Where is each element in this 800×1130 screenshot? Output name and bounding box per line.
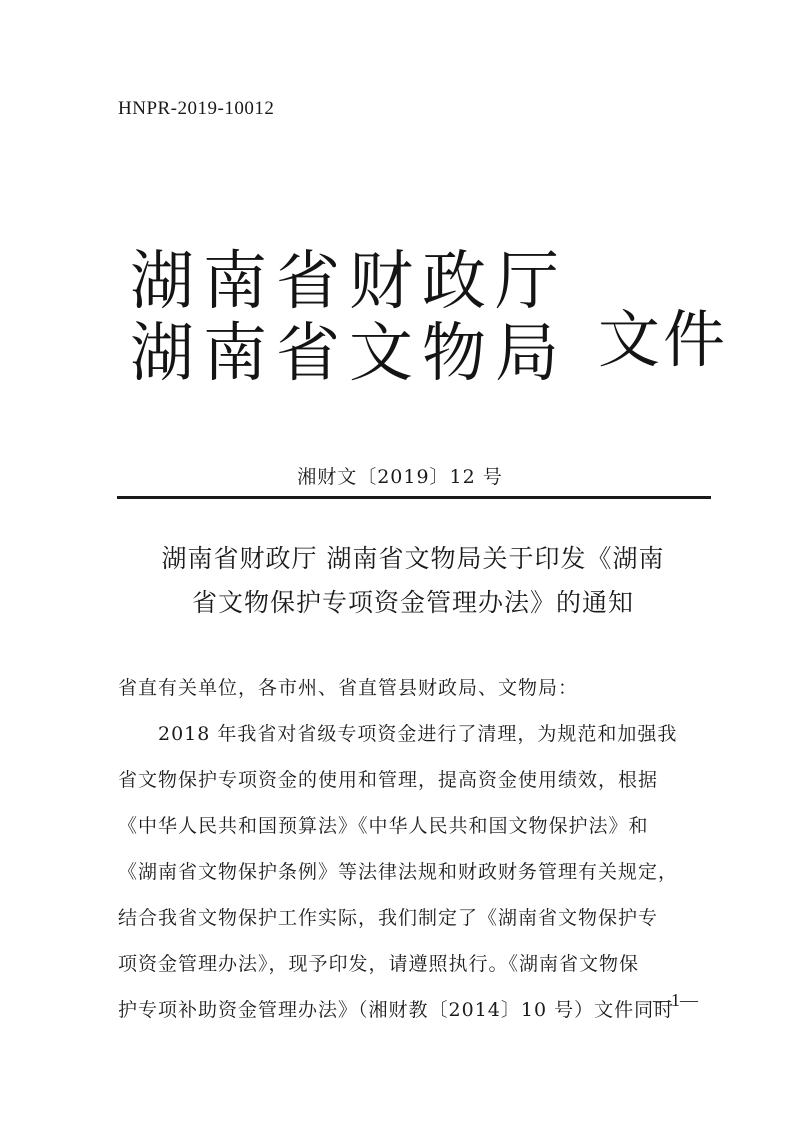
page-number: —1— [653, 990, 698, 1010]
paragraph-line: 结合我省文物保护工作实际，我们制定了《湖南省文物保护专 [118, 907, 659, 929]
issuer-finance-department: 湖南省财政厅 [130, 245, 568, 319]
document-word: 文件 [598, 303, 729, 376]
paragraph-line: 护专项补助资金管理办法》（湘财教〔2014〕10 号）文件同时 [118, 999, 675, 1021]
addressee: 省直有关单位，各市州、省直管县财政局、文物局： [118, 677, 579, 699]
header-divider [117, 496, 711, 499]
issuer-cultural-relics-bureau: 湖南省文物局 [130, 317, 568, 391]
document-header [130, 246, 730, 406]
paragraph-line: 省文物保护专项资金的使用和管理，提高资金使用绩效，根据 [118, 769, 659, 791]
notice-title [118, 537, 708, 625]
paragraph-line: 《湖南省文物保护条例》等法律法规和财政财务管理有关规定， [118, 861, 679, 883]
notice-body [118, 665, 704, 1033]
body-paragraph [118, 711, 704, 1033]
paragraph-line: 2018 年我省对省级专项资金进行了清理，为规范和加强我 [118, 723, 678, 745]
document-number: 湘财文〔2019〕12 号 [297, 466, 503, 488]
title-line: 湖南省财政厅 湖南省文物局关于印发《湖南 [161, 544, 665, 573]
document-id: HNPR-2019-10012 [118, 98, 275, 119]
paragraph-line: 《中华人民共和国预算法》《中华人民共和国文物保护法》和 [118, 815, 649, 837]
paragraph-line: 项资金管理办法》，现予印发，请遵照执行。《湖南省文物保 [118, 953, 640, 975]
title-line: 省文物保护专项资金管理办法》的通知 [191, 588, 634, 617]
issuing-authorities [130, 246, 568, 390]
